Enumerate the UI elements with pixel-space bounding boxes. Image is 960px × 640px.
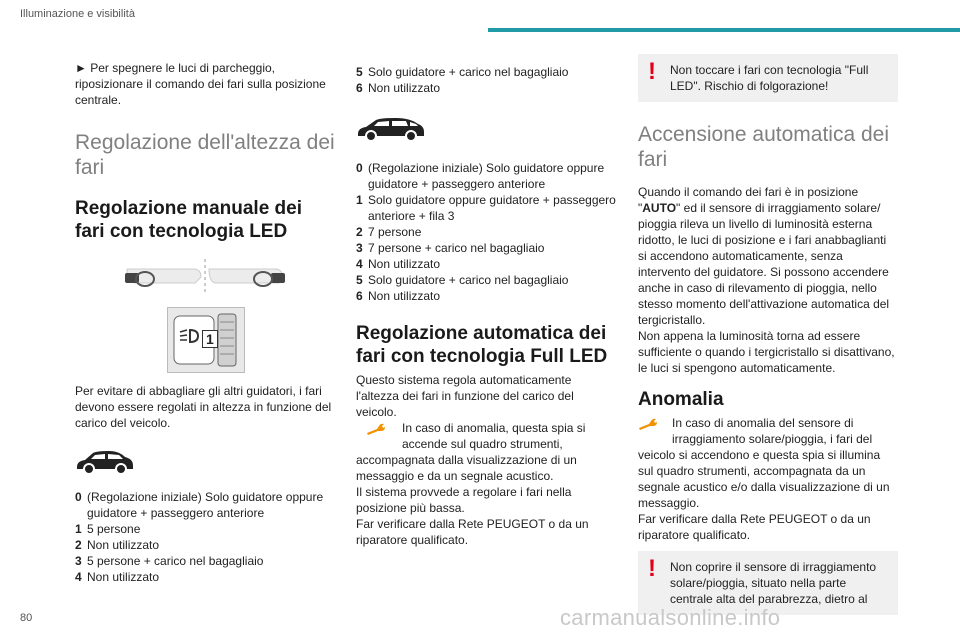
dazzle-paragraph: Per evitare di abbagliare gli altri guidatori, i fari devono essere regolati in altezza in funzione del carico del veicolo. [75,384,332,430]
height-thumbwheel-illustration [167,307,245,373]
wrench-warning-icon [638,417,658,433]
list-item: 6 Non utilizzato [356,81,441,95]
heading-manual-adjust: Regolazione manuale dei fari con tecnologia LED [75,198,302,242]
heading-fault: Anomalia [638,389,724,410]
watermark: carmanualsonline.info [560,605,781,630]
column-1 [75,60,335,585]
warning-box-sensor: ! Non coprire il sensore di irraggiamento solare/pioggia, situato nella parte centrale alta del parabrezza, dietro al [638,551,898,615]
list-item: 2 Non utilizzato [75,538,160,552]
column-3 [638,54,898,615]
list-item: 0 (Regolazione iniziale) Solo guidatore oppure guidatore + passeggero anteriore [356,161,605,191]
warning-exclamation-icon: ! [648,58,656,85]
list-item: 4 Non utilizzato [356,257,441,271]
dealer-check-para: Far verificare dalla Rete PEUGEOT o da un riparatore qualificato. [356,517,589,547]
list-item: 3 7 persone + carico nel bagagliaio [356,241,545,255]
lights-off-para: Non appena la luminosità torna ad essere sufficiente o quando i tergicristallo si disattivano, le luci si spengono automaticamente. [638,329,895,375]
list-item: 5 Solo guidatore + carico nel bagagliaio [356,273,569,287]
load-list-7-seat [356,160,616,304]
list-item: 0 (Regolazione iniziale) Solo guidatore oppure guidatore + passeggero anteriore [75,490,324,520]
auto-adjust-para: Questo sistema regola automaticamente l'altezza dei fari in funzione del carico del veicolo. [356,373,574,419]
section-header: Illuminazione e visibilità [20,8,135,20]
column-2 [356,64,616,548]
sensor-fault-para: In caso di anomalia del sensore di irraggiamento solare/pioggia, i fari del veicolo si accendono e questa spia si illumina sul quadro strumenti, accompagnata da un segnale acustico e/o dalla visualizzazione di un messaggio. [638,416,890,510]
header-accent-bar [488,28,960,32]
car-5-seat-icon [75,449,135,475]
list-item: 3 5 persone + carico nel bagagliaio [75,554,264,568]
list-item: 6 Non utilizzato [356,289,441,303]
mpv-illustration [356,116,616,146]
dashboard-illustration [75,257,335,297]
dashboard-steering-icon [75,257,335,297]
intro-text: ► Per spegnere le luci di parcheggio, riposizionare il comando dei fari sulla posizione centrale. [75,61,326,107]
list-item: 2 7 persone [356,225,422,239]
car-7-seat-icon [356,116,426,142]
load-list-5-seat-cont [356,64,616,96]
page-number: 80 [20,612,33,624]
fault-para: In caso di anomalia, questa spia si accende sul quadro strumenti, accompagnata dalla visualizzazione di un messaggio e da un segnale acustico. [356,421,586,483]
thumbwheel-position-label: 1 [202,330,218,348]
list-item: 5 Solo guidatore + carico nel bagagliaio [356,65,569,79]
list-item: 1 Solo guidatore oppure guidatore + passeggero anteriore + fila 3 [356,193,616,223]
auto-lights-para: Quando il comando dei fari è in posizione "AUTO" ed il sensore di irraggiamento solare/ pioggia rileva un livello di luminosità esterna ridotto, le luci di posizione e i fari anabbaglianti si accendono automaticamente, senza intervento del guidatore. Si possono accendere anche in caso di rilevamento di pioggia, nello stesso momento dell'attivazione automatica del tergicristallo. [638,185,890,327]
heading-headlamp-height: Regolazione dell'altezza dei fari [75,131,335,179]
suv-illustration [75,449,335,479]
load-list-5-seat [75,489,335,585]
heading-auto-lights: Accensione automatica dei fari [638,123,889,171]
warning-box-full-led: ! Non toccare i fari con tecnologia "Full LED". Rischio di folgorazione! [638,54,898,102]
wrench-warning-icon [366,422,386,438]
warning-exclamation-icon: ! [648,555,656,582]
list-item: 4 Non utilizzato [75,570,160,584]
dealer-check-para: Far verificare dalla Rete PEUGEOT o da un riparatore qualificato. [638,512,871,542]
heading-automatic-adjust: Regolazione automatica dei fari con tecnologia Full LED [356,323,608,367]
list-item: 1 5 persone [75,522,141,536]
lowest-position-para: Il sistema provvede a regolare i fari nella posizione più bassa. [356,485,572,515]
